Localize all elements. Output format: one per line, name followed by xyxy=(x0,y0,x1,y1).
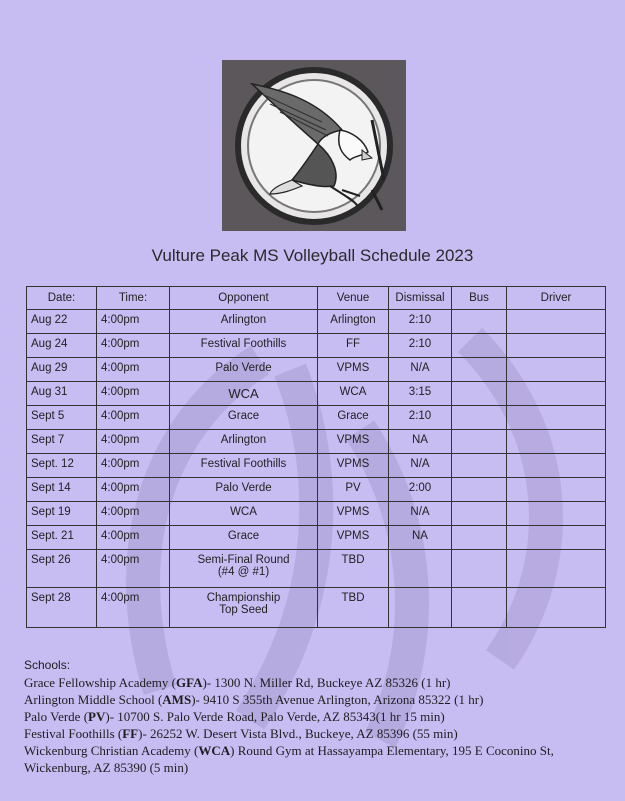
cell-time: 4:00pm xyxy=(97,430,170,454)
cell-date: Sept 7 xyxy=(27,430,97,454)
cell-date: Sept. 21 xyxy=(27,526,97,550)
school-abbr: WCA xyxy=(198,743,231,758)
school-name: Grace Fellowship Academy ( xyxy=(24,675,176,690)
table-row xyxy=(27,406,606,430)
school-name: Arlington Middle School ( xyxy=(24,692,163,707)
table-row xyxy=(27,526,606,550)
cell-dismissal: 2:10 xyxy=(389,334,452,358)
cell-venue: PV xyxy=(318,478,389,502)
opponent-name: Festival Foothills xyxy=(200,338,287,350)
school-abbr: PV xyxy=(88,709,106,724)
cell-venue: Arlington xyxy=(318,310,389,334)
cell-date: Sept. 12 xyxy=(27,454,97,478)
cell-dismissal: NA xyxy=(389,526,452,550)
eagle-logo xyxy=(222,60,406,231)
cell-venue: VPMS xyxy=(318,502,389,526)
cell-driver xyxy=(507,358,606,382)
cell-driver xyxy=(507,334,606,358)
school-line xyxy=(24,708,614,725)
table-row xyxy=(27,430,606,454)
school-name: Festival Foothills ( xyxy=(24,726,123,741)
school-line xyxy=(24,674,614,691)
school-line xyxy=(24,725,614,742)
cell-time: 4:00pm xyxy=(97,358,170,382)
school-address: )- 10700 S. Palo Verde Road, Palo Verde, AZ 85343(1 hr 15 min) xyxy=(105,709,445,724)
opponent-name: Arlington xyxy=(220,314,267,326)
cell-opponent xyxy=(170,310,318,334)
page-title: Vulture Peak MS Volleyball Schedule 2023 xyxy=(151,246,474,265)
school-address: ) Round Gym at Hassayampa Elementary, 195 E Coconino St, xyxy=(230,743,554,758)
cell-date: Sept 19 xyxy=(27,502,97,526)
school-name: Wickenburg Christian Academy ( xyxy=(24,743,199,758)
cell-bus xyxy=(452,454,507,478)
cell-dismissal xyxy=(389,550,452,588)
opponent-name: Palo Verde xyxy=(215,482,272,494)
cell-bus xyxy=(452,334,507,358)
cell-opponent xyxy=(170,358,318,382)
cell-date: Aug 24 xyxy=(27,334,97,358)
table-row xyxy=(27,454,606,478)
table-row xyxy=(27,334,606,358)
cell-venue: TBD xyxy=(318,550,389,588)
table-row xyxy=(27,310,606,334)
cell-opponent xyxy=(170,334,318,358)
cell-time: 4:00pm xyxy=(97,478,170,502)
cell-driver xyxy=(507,382,606,406)
cell-venue: VPMS xyxy=(318,454,389,478)
schools-heading: Schools: xyxy=(24,658,71,672)
school-abbr: GFA xyxy=(175,675,203,690)
table-row xyxy=(27,358,606,382)
cell-venue: VPMS xyxy=(318,526,389,550)
table-header-row xyxy=(27,287,606,310)
cell-date: Aug 29 xyxy=(27,358,97,382)
opponent-name: WCA xyxy=(228,386,259,401)
cell-bus xyxy=(452,358,507,382)
header-venue: Venue xyxy=(318,287,389,310)
cell-driver xyxy=(507,502,606,526)
cell-driver xyxy=(507,526,606,550)
header-time: Time: xyxy=(97,287,170,310)
cell-time: 4:00pm xyxy=(97,310,170,334)
header-driver: Driver xyxy=(507,287,606,310)
cell-dismissal: 2:00 xyxy=(389,478,452,502)
cell-venue: VPMS xyxy=(318,430,389,454)
header-bus: Bus xyxy=(452,287,507,310)
school-address: )- 9410 S 355th Avenue Arlington, Arizona 85322 (1 hr) xyxy=(191,692,484,707)
table-row xyxy=(27,478,606,502)
cell-date: Aug 31 xyxy=(27,382,97,406)
cell-driver xyxy=(507,478,606,502)
cell-opponent xyxy=(170,454,318,478)
cell-driver xyxy=(507,550,606,588)
school-address: )- 1300 N. Miller Rd, Buckeye AZ 85326 (1 hr) xyxy=(202,675,451,690)
opponent-detail: Top Seed xyxy=(219,604,268,616)
cell-bus xyxy=(452,588,507,628)
cell-opponent xyxy=(170,588,318,628)
cell-bus xyxy=(452,406,507,430)
cell-opponent xyxy=(170,478,318,502)
cell-venue: Grace xyxy=(318,406,389,430)
cell-driver xyxy=(507,310,606,334)
table-row xyxy=(27,502,606,526)
cell-time: 4:00pm xyxy=(97,334,170,358)
opponent-name: WCA xyxy=(230,506,257,518)
cell-time: 4:00pm xyxy=(97,550,170,588)
opponent-name: Championship xyxy=(206,592,281,604)
school-line xyxy=(24,759,614,776)
cell-date: Sept 5 xyxy=(27,406,97,430)
opponent-detail: (#4 @ #1) xyxy=(217,566,270,578)
cell-driver xyxy=(507,454,606,478)
cell-opponent xyxy=(170,526,318,550)
cell-bus xyxy=(452,526,507,550)
cell-bus xyxy=(452,430,507,454)
cell-time: 4:00pm xyxy=(97,406,170,430)
cell-driver xyxy=(507,588,606,628)
table-row xyxy=(27,550,606,588)
table-row xyxy=(27,382,606,406)
school-name: Wickenburg, AZ 85390 (5 min) xyxy=(24,760,189,775)
opponent-name: Grace xyxy=(227,530,260,542)
cell-time: 4:00pm xyxy=(97,588,170,628)
school-abbr: AMS xyxy=(162,692,192,707)
cell-venue: WCA xyxy=(318,382,389,406)
cell-opponent xyxy=(170,550,318,588)
school-line xyxy=(24,691,614,708)
opponent-name: Grace xyxy=(227,410,260,422)
cell-time: 4:00pm xyxy=(97,502,170,526)
cell-dismissal: NA xyxy=(389,430,452,454)
schedule-table xyxy=(26,286,606,628)
cell-opponent xyxy=(170,430,318,454)
cell-dismissal: 2:10 xyxy=(389,310,452,334)
school-address: )- 26252 W. Desert Vista Blvd., Buckeye, AZ 85396 (55 min) xyxy=(138,726,458,741)
cell-time: 4:00pm xyxy=(97,382,170,406)
cell-dismissal: 2:10 xyxy=(389,406,452,430)
cell-bus xyxy=(452,502,507,526)
cell-time: 4:00pm xyxy=(97,526,170,550)
cell-time: 4:00pm xyxy=(97,454,170,478)
cell-bus xyxy=(452,550,507,588)
header-dismissal: Dismissal xyxy=(389,287,452,310)
cell-date: Sept 28 xyxy=(27,588,97,628)
cell-venue: FF xyxy=(318,334,389,358)
cell-bus xyxy=(452,478,507,502)
cell-date: Sept 14 xyxy=(27,478,97,502)
cell-dismissal: N/A xyxy=(389,454,452,478)
cell-opponent xyxy=(170,382,318,406)
cell-dismissal: N/A xyxy=(389,502,452,526)
cell-venue: TBD xyxy=(318,588,389,628)
header-opponent: Opponent xyxy=(170,287,318,310)
cell-venue: VPMS xyxy=(318,358,389,382)
cell-driver xyxy=(507,430,606,454)
cell-opponent xyxy=(170,502,318,526)
cell-driver xyxy=(507,406,606,430)
cell-date: Aug 22 xyxy=(27,310,97,334)
school-name: Palo Verde ( xyxy=(24,709,89,724)
cell-bus xyxy=(452,382,507,406)
schools-section xyxy=(24,657,614,776)
cell-bus xyxy=(452,310,507,334)
cell-dismissal: 3:15 xyxy=(389,382,452,406)
cell-opponent xyxy=(170,406,318,430)
cell-dismissal: N/A xyxy=(389,358,452,382)
opponent-name: Palo Verde xyxy=(215,362,272,374)
opponent-name: Semi-Final Round xyxy=(197,554,290,566)
header-date: Date: xyxy=(27,287,97,310)
cell-dismissal xyxy=(389,588,452,628)
table-row xyxy=(27,588,606,628)
school-line xyxy=(24,742,614,759)
opponent-name: Arlington xyxy=(220,434,267,446)
opponent-name: Festival Foothills xyxy=(200,458,287,470)
cell-date: Sept 26 xyxy=(27,550,97,588)
school-abbr: FF xyxy=(122,726,139,741)
